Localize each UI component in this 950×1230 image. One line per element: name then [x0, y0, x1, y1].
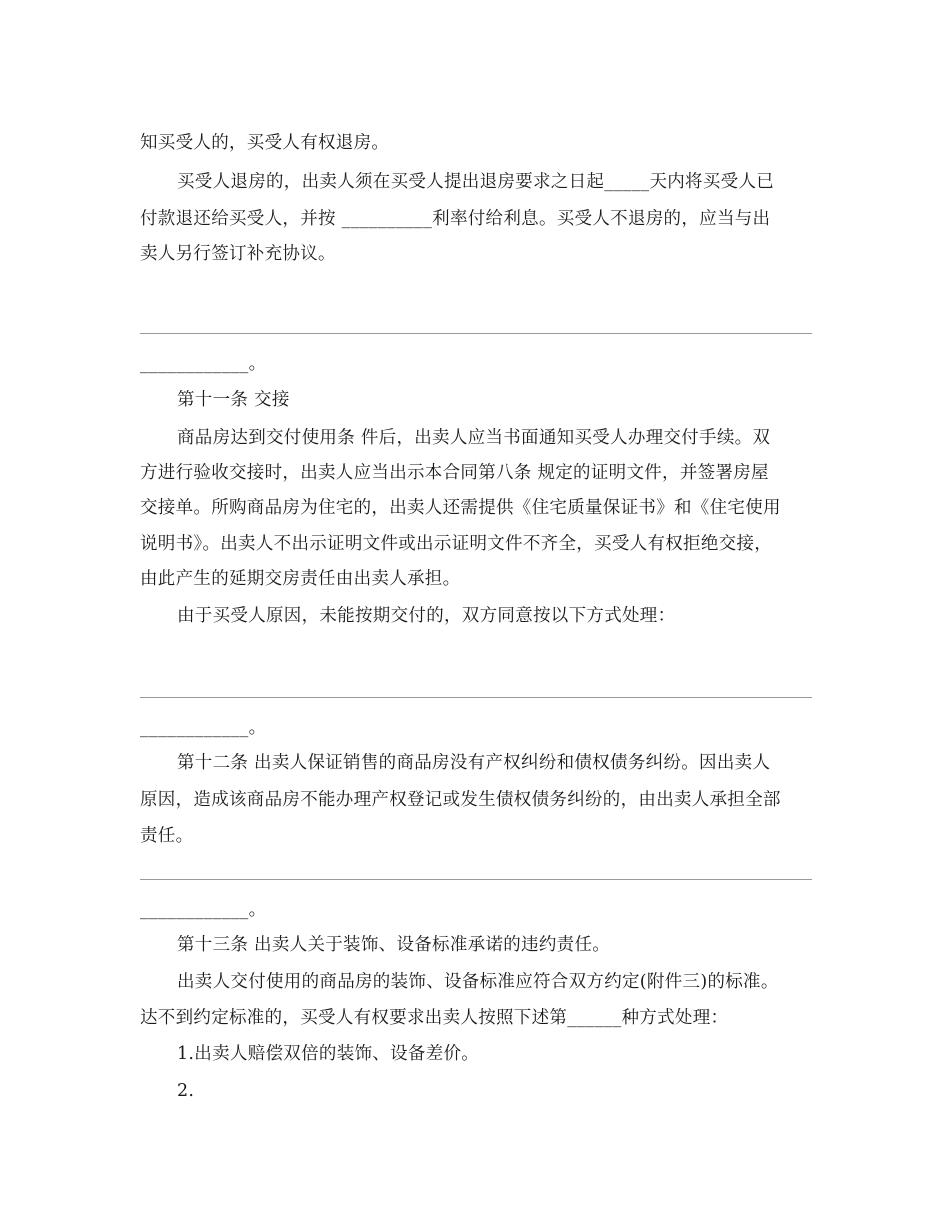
fill-in-blank-end: ____________。 [140, 354, 267, 374]
refund-paragraph-line-1: 买受人退房的，出卖人须在买受人提出退房要求之日起_____天内将买受人已 [177, 172, 775, 192]
fill-in-blank-end: ____________。 [140, 718, 267, 738]
article-13-line-2: 达不到约定标准的，买受人有权要求出卖人按照下述第______种方式处理： [140, 1008, 729, 1028]
article-12-line-1: 第十二条 出卖人保证销售的商品房没有产权纠纷和债权债务纠纷。因出卖人 [177, 753, 771, 773]
article-13-line-1: 出卖人交付使用的商品房的装饰、设备标准应符合双方约定(附件三)的标准。 [177, 972, 779, 992]
article-11-line-3: 交接单。所购商品房为住宅的，出卖人还需提供《住宅质量保证书》和《住宅使用 [140, 498, 781, 518]
article-13-item-1: 1.出卖人赔偿双倍的装饰、设备差价。 [177, 1044, 480, 1064]
paragraph-tail: 知买受人的，买受人有权退房。 [140, 133, 390, 153]
article-13-heading: 第十三条 出卖人关于装饰、设备标准承诺的违约责任。 [177, 935, 611, 955]
article-12-line-2: 原因，造成该商品房不能办理产权登记或发生债权债务纠纷的，由出卖人承担全部 [140, 790, 781, 810]
refund-paragraph-line-2: 付款退还给买受人，并按 __________利率付给利息。买受人不退房的，应当与出 [140, 209, 771, 229]
fill-in-blank-rule [140, 879, 812, 880]
article-11-line-4: 说明书》。出卖人不出示证明文件或出示证明文件不齐全，买受人有权拒绝交接， [140, 534, 773, 554]
fill-in-blank-rule [140, 697, 812, 698]
article-11-line-5: 由此产生的延期交房责任由出卖人承担。 [140, 569, 461, 589]
article-11-line-2: 方进行验收交接时，出卖人应当出示本合同第八条 规定的证明文件，并签署房屋 [140, 463, 769, 483]
article-11-line-1: 商品房达到交付使用条 件后，出卖人应当书面通知买受人办理交付手续。双 [177, 428, 771, 448]
fill-in-blank-end: ____________。 [140, 900, 267, 920]
article-13-item-2: 2. [177, 1081, 195, 1101]
article-11-paragraph-2: 由于买受人原因，未能按期交付的，双方同意按以下方式处理： [177, 606, 676, 626]
fill-in-blank-rule [140, 333, 812, 334]
article-11-heading: 第十一条 交接 [177, 390, 290, 410]
refund-paragraph-line-3: 卖人另行签订补充协议。 [140, 244, 336, 264]
article-12-line-3: 责任。 [140, 826, 194, 846]
